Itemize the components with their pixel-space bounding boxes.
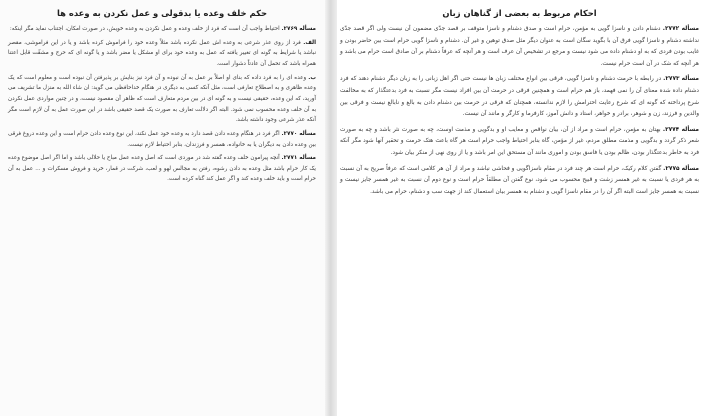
ruling-number: مسأله ۲۷۶۹. [281, 26, 316, 32]
paragraph [8, 38, 316, 70]
ruling-number: مسأله ۲۷۷۱. [281, 155, 316, 162]
right-page-title: احکام مربوط به بعضی از گناهان زبان [442, 8, 597, 18]
paragraph-text: وعده ای را به فرد داده که بنای او اصلاً بر عمل به آن نبوده و آن فرد نیز بنایش بر پذیرفتن آن نبوده است و معلوم است که یک وعده ظاهری و به اصطلاح تعارفی است، مثل آنکه کسی به دیگری در هنگام خداحافظی می گوید: ان شاء الله به منزل ما تشریف می آورید، که این وعده، حقیقی نیست و به گونه ای در بین مردم متعارف است که ظاهر آن مقصود نیست، و در چنین مواردی عمل نکردن به آن خلف وعده محسوب نمی شود. البته اگر دلالت تعارف به صورت یک قصد حقیقی باشد در این صورت عمل به آن لازم است مگر آنکه عذر شرعی وجود داشته باشد. [8, 74, 316, 124]
ruling-number: مسأله ۲۷۷۰. [281, 130, 316, 137]
left-page-title: حکم خلف وعده یا بدقولی و عمل نکردن به وعده ها [57, 8, 267, 18]
paragraph-text: دشنام دادن و ناسزا گویی به مؤمن، حرام است و صدق دشنام و ناسزا متوقف بر قصد جدّی مضمون آن نیست ولی اگر قصد جدّی نداشته دشنام و ناسزا گویی فرق آن با بگوید سگان است به عنوان دیگر مثل صدق توهین و غیر آن. دشنام و ناسزا گویی حرام است بین حاضر بودن و غایب بودن فردی که به او دشنام داده می شود نیست و مرجع در تشخیص آن عرف است و هر آنچه که عرفاً دشنام بر آن صادق است حرام می باشد و هر آنچه که شک در آن است حرام نیست. [340, 26, 699, 67]
paragraph-text: فرد از روی عذر شرعی به وعده اش عمل نکرده باشد مثلاً وعده خود را فراموش کرده باشد و یا در این فراموشی، مقصر نباشد یا شرایط به گونه ای تغییر یافته که عمل به وعده خود برای او مشکل یا مضر باشد و یا گونه ای که حرج و مشقّت قابل اعتنا همراه باشد که تحمل آن عادتاً دشوار است. [8, 39, 316, 67]
paragraph [340, 125, 699, 160]
paragraph [8, 24, 316, 35]
paragraph [8, 129, 316, 150]
paragraph [340, 24, 699, 70]
ruling-number: الف. [303, 39, 317, 46]
paragraph-text: در رابطه با حرمت دشنام و ناسزا گویی، فرقی بین انواع مختلف زبان ها نیست حتی اگر اهل زبانی را به زبان دیگر دشنام دهند که فرد دشنام داده شده معنای آن را نمی فهمد، باز هم حرام است و همچنین فرقی در حرمت آن بین افراد نیست مگر نسبت به فرد بدعتگذار که به مخالفت شرع پرداخته که گونه ای که شرع رعایت احترامش را لازم ندانسته، همچنان که فرقی در حرمت بین دشنام دادن به بالغ و نابالغ نیست و فرقی بین والدین و فرزند، زن و شوهر، برادر و خواهر، استاد و دانش آموز، کارفرما و کارگر و مانند آن نیست. [340, 76, 699, 118]
ruling-number: مسأله ۲۷۷۳. [663, 76, 700, 83]
ruling-number: مسأله ۲۷۷۵. [663, 165, 700, 172]
paragraph-text: بهتان به مؤمن، حرام است و مراد از آن، بیان نواقص و معایب او و بدگویی و مذمت اوست، چه به صورت نثر باشد و چه به صورت شعر ذکر گردد و بدگویی و مذمت مطلق مردم، غیر از مؤمن، گاه بنابر احتیاط واجب حرام است هر گاه باعث هتک حرمت و تحقیر آنها شود مگر آنکه فرد به خاطر بدعتگذار بودن، ظالم بودن یا فاسق بودن و اموری مانند آن مستحق این امر باشد و یا از روی نهی از منکر بیان شود. [340, 126, 699, 156]
ruling-number: مسأله ۲۷۷۲. [662, 26, 700, 32]
paragraph [340, 74, 699, 120]
paragraph [8, 153, 316, 185]
left-page [0, 0, 330, 416]
page-gutter [325, 0, 337, 416]
paragraph-text: احتیاط واجب آن است که فرد از خلف وعده و عمل نکردن به وعده خویش، در صورت امکان، اجتناب نماید مگر اینکه: [9, 26, 280, 32]
paragraph-text: اگر فرد در هنگام وعده دادن قصد دارد به وعده خود عمل نکند، این نوع وعده دادن حرام است و این وعده دروغ فرقی بین وعده دادن به دیگران یا به خانواده، همسر و فرزندان، بنابر احتیاط لازم نیست. [8, 130, 316, 148]
ruling-number: مسأله ۲۷۷۴. [662, 126, 700, 133]
paragraph [340, 164, 699, 199]
ruling-number: ب. [308, 74, 316, 81]
paragraph [8, 73, 316, 126]
right-page [330, 0, 713, 416]
paragraph-text: گفتن کلام رکیک، حرام است هر چند فرد در مقام ناسزاگویی و فحاشی نباشد و مراد از آن هر کلامی است که عرفاً صریح به آن نسبت به هر فردی یا نسبت به غیر همسر زشت و قبیح محسوب می شود، نوع گفتن آن مطلقاً حرام است و نوع دوم آن نسبت به غیر همسر جایز نیست و نسبت به همسر جایز است البته اگر آن را در مقام ناسزا گویی و دشنام به همسر بیان استعمال کند از جهت سب و دشنام، حرام می باشد. [340, 165, 699, 195]
paragraph-text: آنچه پیرامون خلف وعده گفته شد در موردی است که اصل وعده عمل مباح یا حلالی باشد و اما اگر اصل موضوع وعده یک کار حرام باشد مثل وعده به دادن رشوه، رفتن به مجالس لهو و لعب، شرکت در قمار، خرید و فروش مسکرات و ... عمل به آن حرام است و باید خلف وعده کند و اگر عمل کند گناه کرده است. [8, 155, 316, 183]
